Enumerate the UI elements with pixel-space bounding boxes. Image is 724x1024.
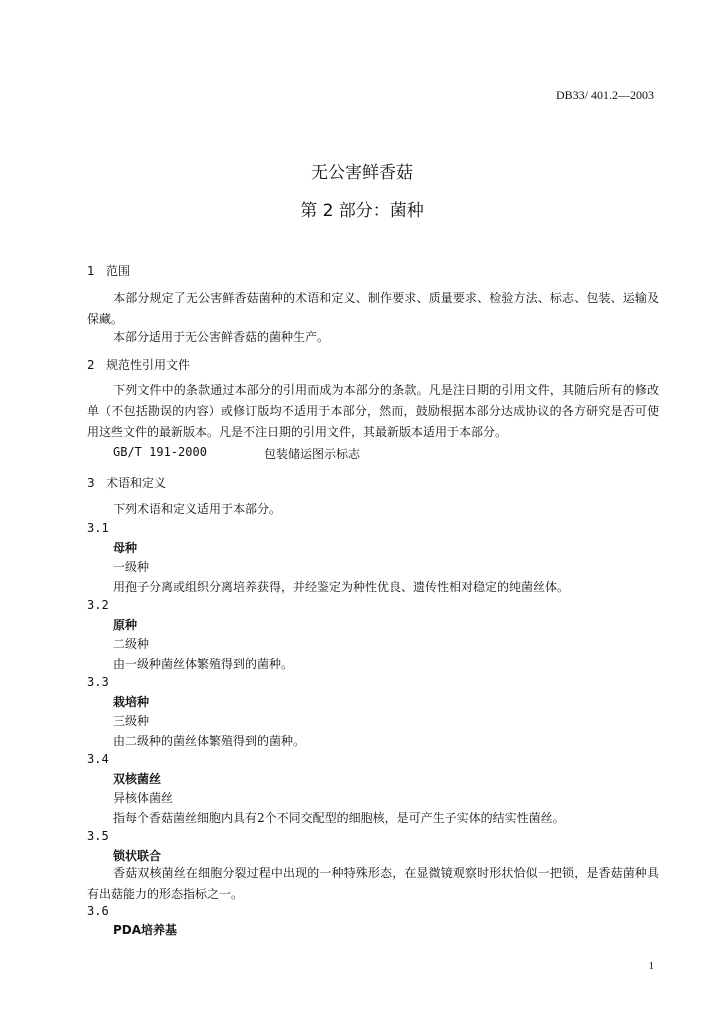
- term-alternate: 二级种: [113, 637, 150, 651]
- section-number: 1: [87, 264, 95, 278]
- section-number: 2: [87, 358, 95, 372]
- section-heading-scope: [87, 262, 130, 279]
- term-definition: 用孢子分离或组织分离培养获得，并经鉴定为种性优良、遗传性相对稳定的纯菌丝体。: [113, 580, 570, 594]
- section-number: 3: [87, 476, 95, 490]
- term-name: 栽培种: [113, 695, 150, 709]
- document-title: 无公害鲜香菇: [311, 163, 413, 183]
- section-title: 术语和定义: [106, 476, 167, 490]
- section-title: 范围: [106, 264, 131, 278]
- term-alternate: 一级种: [113, 560, 150, 574]
- term-definition: 由一级种菌丝体繁殖得到的菌种。: [113, 657, 294, 671]
- term-number: 3.4: [87, 752, 109, 766]
- term-definition: [87, 863, 659, 905]
- term-alternate: 三级种: [113, 714, 150, 728]
- section-heading-normative-references: [87, 356, 190, 373]
- page-number: 1: [648, 960, 654, 972]
- reference-title: 包装储运图示标志: [264, 447, 361, 461]
- paragraph-text: 香菇双核菌丝在细胞分裂过程中出现的一种特殊形态，在显微镜观察时形状恰似一把锁，是香菇菌种具有出菇能力的形态指标之一。: [87, 866, 659, 901]
- term-number: 3.1: [87, 521, 109, 535]
- section-heading-terms: [87, 474, 166, 491]
- term-name: 锁状联合: [113, 849, 162, 863]
- term-number: 3.3: [87, 675, 109, 689]
- normative-paragraph: [87, 380, 659, 443]
- term-definition: 由二级种的菌丝体繁殖得到的菌种。: [113, 734, 306, 748]
- section-title: 规范性引用文件: [106, 358, 191, 372]
- reference-code: GB/T 191-2000: [113, 445, 207, 459]
- document-subtitle: 第 2 部分：菌种: [300, 201, 424, 221]
- term-name: 原种: [113, 618, 138, 632]
- term-number: 3.6: [87, 904, 109, 918]
- scope-paragraph-2: 本部分适用于无公害鲜香菇的菌种生产。: [113, 330, 330, 344]
- paragraph-text: 本部分规定了无公害鲜香菇菌种的术语和定义、制作要求、质量要求、检验方法、标志、包装、运输及保藏。: [87, 291, 659, 326]
- scope-paragraph-1: [87, 288, 659, 330]
- term-name: 母种: [113, 541, 138, 555]
- term-definition: 指每个香菇菌丝细胞内具有2个不同交配型的细胞核，是可产生子实体的结实性菌丝。: [113, 811, 565, 825]
- term-name: 双核菌丝: [113, 772, 162, 786]
- term-number: 3.5: [87, 829, 109, 843]
- paragraph-text: 下列文件中的条款通过本部分的引用而成为本部分的条款。凡是注日期的引用文件，其随后所有的修改单（不包括勘误的内容）或修订版均不适用于本部分，然而，鼓励根据本部分达成协议的各方研究是否可使用这些文件的最新版本。凡是不注日期的引用文件，其最新版本适用于本部分。: [87, 383, 659, 439]
- term-number: 3.2: [87, 598, 109, 612]
- terms-intro: 下列术语和定义适用于本部分。: [113, 502, 282, 516]
- standard-code: DB33/ 401.2—2003: [555, 88, 654, 102]
- term-name: PDA培养基: [113, 923, 178, 937]
- term-alternate: 异核体菌丝: [113, 791, 174, 805]
